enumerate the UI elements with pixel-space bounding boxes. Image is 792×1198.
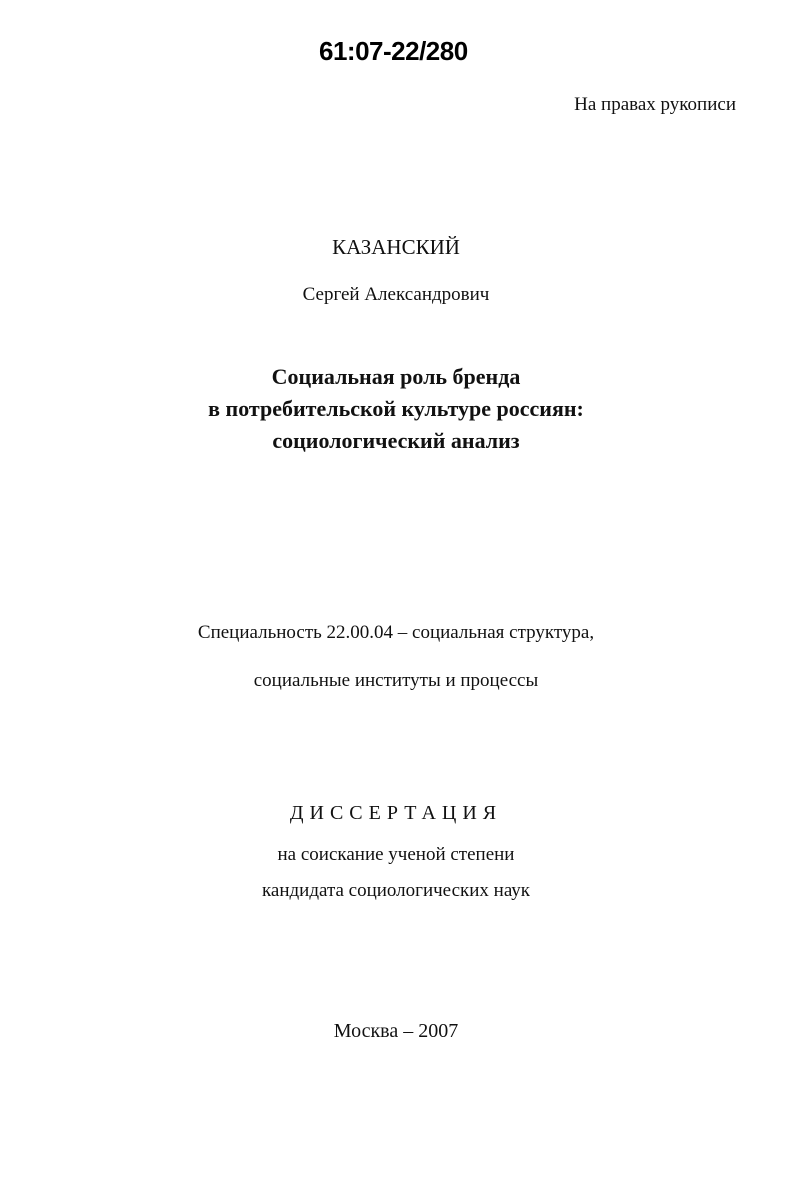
author-given-names: Сергей Александрович [302,284,490,305]
degree-line-2: кандидата социологических наук [261,880,531,901]
dissertation-title [0,361,792,457]
place-year: Москва – 2007 [333,1020,459,1042]
title-line-2: в потребительской культуре россиян: [208,396,584,421]
degree-line-1: на соискание ученой степени [277,844,515,865]
rights-note: На правах рукописи [574,94,736,115]
catalog-code: 61:07-22/280 [319,36,468,66]
title-line-1: Социальная роль бренда [271,364,521,389]
author-surname: КАЗАНСКИЙ [332,235,460,259]
document-type: ДИССЕРТАЦИЯ [289,802,503,824]
title-line-3: социологический анализ [272,428,520,453]
specialty-line-2: социальные институты и процессы [253,670,539,691]
specialty-line-1: Специальность 22.00.04 – социальная структура, [197,622,595,643]
